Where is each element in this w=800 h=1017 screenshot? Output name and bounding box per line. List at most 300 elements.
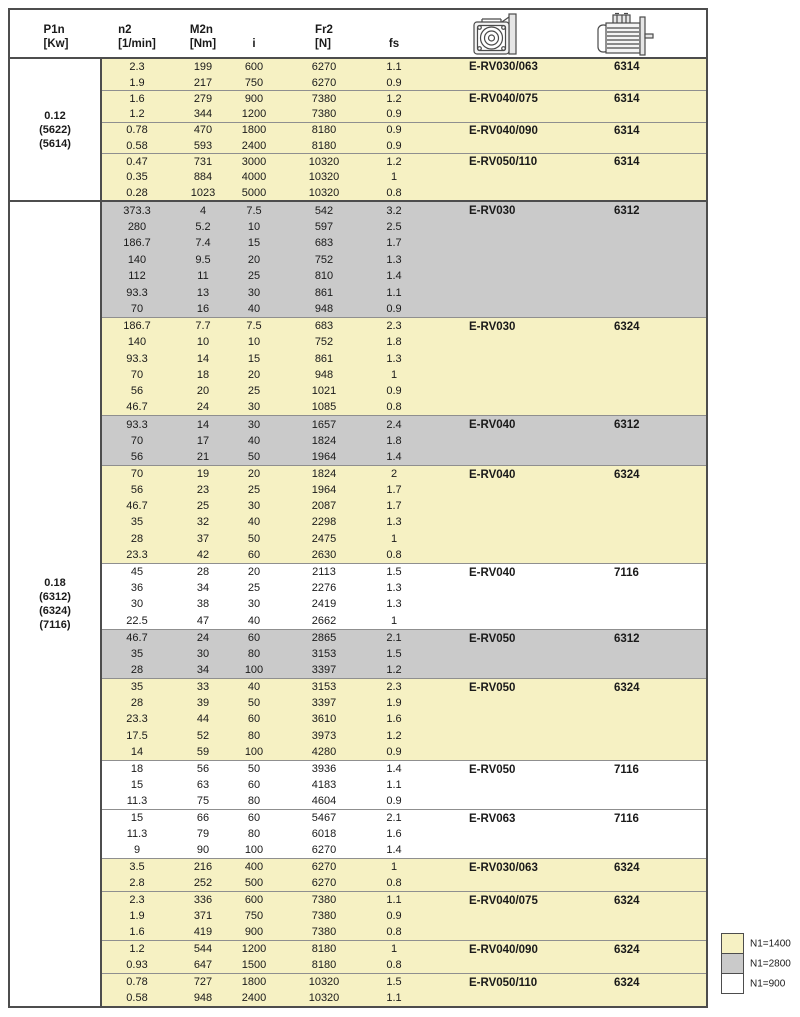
- n2-value: 0.78: [126, 124, 148, 137]
- fr2-value: 752: [314, 336, 334, 349]
- i-ratio-value: 30: [247, 598, 261, 611]
- motor-size: 6314: [614, 156, 640, 169]
- gearbox-model: E-RV050: [469, 632, 516, 645]
- motor-size: 6314: [614, 93, 640, 106]
- n2-value: 23.3: [126, 548, 148, 561]
- fs-value: 0.9: [386, 795, 402, 807]
- fr2-value: 2475: [311, 532, 337, 545]
- fs-value: 1.3: [386, 598, 402, 611]
- m2n-value: 39: [196, 697, 210, 710]
- data-row: [102, 351, 706, 367]
- ratio-block: [102, 858, 706, 891]
- col-header-p1n: [10, 10, 102, 57]
- legend-item-n1-900: [721, 973, 786, 994]
- fr2-value: 10320: [308, 186, 340, 199]
- fs-value: 0.9: [386, 302, 402, 315]
- n2-value: 1.9: [129, 76, 145, 89]
- i-ratio-value: 40: [247, 302, 261, 315]
- fs-value: 0.9: [386, 139, 402, 152]
- legend-swatch-n1-1400: [721, 933, 744, 954]
- n2-value: 45: [130, 566, 144, 579]
- fr2-value: 6018: [311, 828, 337, 841]
- fr2-value: 2276: [311, 582, 337, 595]
- fr2-value: 7380: [311, 894, 337, 907]
- m2n-value: 19: [196, 467, 210, 480]
- fr2-value: 2298: [311, 516, 337, 529]
- i-ratio-value: 50: [247, 762, 261, 775]
- n2-value: 112: [128, 270, 146, 283]
- fr2-value: 8180: [311, 124, 337, 137]
- fr2-value: 3973: [311, 729, 337, 742]
- m2n-value: 52: [196, 729, 210, 742]
- n2-value: 56: [130, 484, 144, 497]
- motor-gearbox-spec-table: [8, 8, 708, 1008]
- n2-value: 0.93: [126, 959, 148, 972]
- m2n-value: 16: [196, 302, 210, 315]
- n2-value: 28: [130, 697, 144, 710]
- fs-value: 0.8: [386, 548, 402, 561]
- m2n-value: 647: [193, 959, 213, 972]
- n2-value: 46.7: [126, 401, 148, 414]
- col-header-m2n: [172, 10, 234, 57]
- n1-speed-legend: [721, 933, 791, 994]
- col-header-n2: [102, 10, 172, 57]
- fr2-value: 3153: [311, 680, 337, 693]
- fs-value: 2.1: [386, 812, 402, 825]
- data-row: [102, 842, 706, 858]
- data-row: [102, 662, 706, 678]
- gearbox-model: E-RV040/090: [469, 944, 538, 957]
- i-ratio-value: 10: [247, 336, 261, 349]
- n2-value: 15: [130, 812, 144, 825]
- i-ratio-value: 7.5: [246, 320, 262, 333]
- col-header-motor: [564, 10, 706, 57]
- ratio-block: [102, 809, 706, 858]
- fr2-value: 4280: [311, 745, 337, 758]
- n2-value: 1.6: [129, 92, 145, 105]
- col-header-i-label: i: [252, 37, 256, 50]
- ratio-block: [102, 891, 706, 940]
- m2n-value: 336: [193, 894, 213, 907]
- data-row: [102, 138, 706, 153]
- i-ratio-value: 80: [247, 795, 261, 807]
- m2n-value: 59: [196, 745, 210, 758]
- motor-size: 6324: [614, 321, 640, 334]
- fr2-value: 597: [314, 220, 334, 233]
- fr2-value: 3397: [311, 663, 337, 676]
- fs-value: 1.1: [386, 991, 402, 1004]
- fs-value: 1.1: [386, 894, 402, 907]
- table-header: [10, 10, 706, 59]
- fs-value: 1.4: [386, 762, 402, 775]
- fr2-value: 7380: [311, 108, 337, 121]
- m2n-value: 470: [193, 124, 213, 137]
- fs-value: 1.4: [386, 450, 402, 463]
- ratio-block: [102, 122, 706, 153]
- n2-value: 140: [127, 336, 147, 349]
- i-ratio-value: 50: [247, 697, 261, 710]
- data-row: [102, 531, 706, 547]
- fs-value: 1: [390, 943, 398, 956]
- p1n-section: [10, 59, 706, 200]
- data-row: [102, 793, 706, 809]
- m2n-value: 252: [193, 877, 213, 890]
- motor-size: 6324: [614, 862, 640, 875]
- fr2-value: 4183: [311, 778, 337, 791]
- i-ratio-value: 15: [247, 237, 261, 250]
- ratio-block: [102, 153, 706, 200]
- m2n-value: 24: [196, 631, 210, 644]
- m2n-value: 56: [196, 762, 210, 775]
- n2-value: 0.28: [126, 186, 148, 199]
- n2-value: 35: [130, 680, 144, 693]
- col-header-p1n-unit: [Kw]: [43, 37, 69, 50]
- n2-value: 2.3: [129, 60, 145, 73]
- fr2-value: 948: [314, 302, 334, 315]
- fs-value: 1.8: [386, 434, 402, 447]
- fs-value: 0.9: [386, 385, 402, 398]
- fs-value: 2: [390, 467, 398, 480]
- gearbox-model: E-RV040/090: [469, 124, 538, 137]
- data-row: [102, 170, 706, 185]
- fr2-value: 542: [314, 204, 334, 217]
- m2n-value: 34: [196, 582, 210, 595]
- data-row: [102, 75, 706, 91]
- fs-value: 2.3: [386, 320, 402, 333]
- p1n-power-cell: [10, 202, 102, 1006]
- n2-value: 373.3: [123, 204, 151, 217]
- n2-value: 2.8: [129, 877, 145, 890]
- legend-label-n1-900: N1=900: [750, 978, 786, 989]
- motor-size: 6324: [614, 977, 640, 989]
- i-ratio-value: 500: [244, 877, 264, 890]
- m2n-value: 216: [193, 861, 213, 874]
- m2n-value: 90: [196, 844, 210, 857]
- p1n-motor-note: (6324): [39, 605, 71, 618]
- n2-value: 93.3: [126, 286, 148, 299]
- p1n-motor-note: (5622): [39, 123, 71, 136]
- m2n-value: 4: [199, 204, 207, 217]
- i-ratio-value: 5000: [241, 186, 267, 199]
- fs-value: 1.1: [386, 60, 402, 73]
- fr2-value: 6270: [311, 60, 337, 73]
- i-ratio-value: 30: [247, 500, 261, 513]
- i-ratio-value: 30: [247, 286, 261, 299]
- data-row: [102, 744, 706, 760]
- n2-value: 70: [130, 434, 144, 447]
- p1n-motor-note: (6312): [39, 591, 71, 604]
- fr2-value: 861: [314, 286, 334, 299]
- m2n-value: 593: [193, 139, 213, 152]
- fr2-value: 7380: [311, 92, 337, 105]
- n2-value: 14: [130, 745, 144, 758]
- n2-value: 70: [130, 302, 144, 315]
- gearbox-model: E-RV050: [469, 763, 516, 776]
- p1n-motor-note: (5614): [39, 137, 71, 150]
- m2n-value: 63: [196, 778, 210, 791]
- fr2-value: 1021: [311, 385, 337, 398]
- m2n-value: 42: [196, 548, 210, 561]
- fs-value: 1.4: [386, 844, 402, 857]
- fr2-value: 8180: [311, 943, 337, 956]
- i-ratio-value: 1200: [241, 943, 267, 956]
- fs-value: 1.7: [386, 237, 402, 250]
- i-ratio-value: 600: [244, 60, 264, 73]
- i-ratio-value: 10: [247, 220, 261, 233]
- legend-item-n1-2800: [721, 953, 791, 974]
- n2-value: 36: [130, 582, 144, 595]
- ratio-block: [102, 202, 706, 317]
- i-ratio-value: 100: [244, 663, 264, 676]
- data-row: [102, 498, 706, 514]
- data-row: [102, 777, 706, 793]
- n2-value: 0.78: [126, 975, 148, 988]
- fr2-value: 2630: [311, 548, 337, 561]
- col-header-m2n-label: M2n: [189, 23, 213, 36]
- data-row: [102, 449, 706, 465]
- n2-value: 140: [127, 253, 147, 266]
- fs-value: 1.3: [386, 582, 402, 595]
- i-ratio-value: 15: [247, 352, 261, 365]
- i-ratio-value: 20: [247, 566, 261, 579]
- col-header-fr2: [274, 10, 374, 57]
- fr2-value: 1824: [311, 467, 337, 480]
- m2n-value: 44: [196, 713, 210, 726]
- m2n-value: 23: [196, 484, 210, 497]
- fr2-value: 2419: [311, 598, 337, 611]
- ratio-block: [102, 629, 706, 678]
- i-ratio-value: 20: [247, 368, 261, 381]
- data-row: [102, 219, 706, 235]
- motor-size: 6314: [614, 124, 640, 137]
- fr2-value: 5467: [311, 812, 337, 825]
- fr2-value: 948: [314, 368, 334, 381]
- col-header-n2-label: n2: [118, 23, 132, 36]
- fs-value: 1.5: [386, 566, 402, 579]
- n2-value: 0.47: [126, 155, 148, 168]
- m2n-value: 32: [196, 516, 210, 529]
- fr2-value: 6270: [311, 76, 337, 89]
- n2-value: 9: [133, 844, 141, 857]
- i-ratio-value: 25: [247, 484, 261, 497]
- fs-value: 1.6: [386, 828, 402, 841]
- fr2-value: 1964: [311, 450, 337, 463]
- fs-value: 2.1: [386, 631, 402, 644]
- data-row: [102, 107, 706, 122]
- data-row: [102, 383, 706, 399]
- m2n-value: 24: [196, 401, 210, 414]
- data-row: [102, 301, 706, 317]
- i-ratio-value: 40: [247, 680, 261, 693]
- fr2-value: 2662: [311, 614, 337, 627]
- m2n-value: 217: [193, 76, 213, 89]
- fr2-value: 4604: [311, 795, 337, 807]
- motor-size: 6324: [614, 895, 640, 908]
- n2-value: 70: [130, 467, 144, 480]
- gearbox-model: E-RV030: [469, 205, 516, 218]
- data-row: [102, 957, 706, 973]
- motor-size: 7116: [614, 567, 639, 580]
- p1n-section: [10, 200, 706, 1006]
- m2n-value: 10: [196, 336, 210, 349]
- col-header-fs-blank: [389, 23, 399, 37]
- i-ratio-value: 50: [247, 532, 261, 545]
- fr2-value: 6270: [311, 844, 337, 857]
- fr2-value: 8180: [311, 959, 337, 972]
- data-row: [102, 596, 706, 612]
- fr2-value: 7380: [311, 910, 337, 923]
- fr2-value: 861: [314, 352, 334, 365]
- data-row: [102, 646, 706, 662]
- fr2-value: 10320: [308, 991, 340, 1004]
- gearbox-model: E-RV040/075: [469, 895, 538, 908]
- n2-value: 22.5: [126, 614, 148, 627]
- m2n-value: 1023: [190, 186, 216, 199]
- col-header-i: [234, 10, 274, 57]
- fr2-value: 8180: [311, 139, 337, 152]
- m2n-value: 18: [196, 368, 210, 381]
- ratio-block: [102, 973, 706, 1006]
- n2-value: 17.5: [126, 729, 148, 742]
- fs-value: 0.9: [386, 108, 402, 121]
- m2n-value: 25: [196, 500, 210, 513]
- motor-size: 6324: [614, 681, 640, 694]
- col-header-p1n-label: P1n: [43, 23, 65, 36]
- data-row: [102, 875, 706, 891]
- i-ratio-value: 900: [244, 92, 264, 105]
- ratio-block: [102, 940, 706, 973]
- fs-value: 0.8: [386, 401, 402, 414]
- i-ratio-value: 40: [247, 516, 261, 529]
- data-row: [102, 399, 706, 415]
- gearbox-model: E-RV050: [469, 681, 516, 694]
- i-ratio-value: 1200: [241, 108, 267, 121]
- i-ratio-value: 40: [247, 614, 261, 627]
- fr2-value: 3936: [311, 762, 337, 775]
- data-row: [102, 711, 706, 727]
- col-header-m2n-unit: [Nm]: [189, 37, 217, 50]
- motor-size: 6324: [614, 944, 640, 957]
- n2-value: 30: [130, 598, 144, 611]
- gearbox-model: E-RV050/110: [469, 977, 538, 989]
- ratio-block: [102, 317, 706, 415]
- fs-value: 1.2: [386, 729, 402, 742]
- legend-item-n1-1400: [721, 933, 791, 954]
- n2-value: 0.35: [126, 171, 148, 184]
- legend-label-n1-2800: N1=2800: [750, 958, 791, 969]
- fr2-value: 683: [314, 237, 334, 250]
- fr2-value: 6270: [311, 861, 337, 874]
- data-row: [102, 284, 706, 300]
- i-ratio-value: 2400: [241, 991, 267, 1004]
- fs-value: 1: [390, 861, 398, 874]
- m2n-value: 37: [196, 532, 210, 545]
- gearbox-model: E-RV040: [469, 419, 516, 432]
- m2n-value: 344: [193, 108, 213, 121]
- fs-value: 0.8: [386, 877, 402, 890]
- i-ratio-value: 1800: [241, 975, 267, 988]
- gearbox-model: E-RV063: [469, 813, 516, 826]
- m2n-value: 371: [193, 910, 213, 923]
- m2n-value: 279: [193, 92, 213, 105]
- n2-value: 0.58: [126, 991, 148, 1004]
- data-row: [102, 367, 706, 383]
- gearbox-model: E-RV030/063: [469, 862, 538, 875]
- m2n-value: 199: [193, 60, 213, 73]
- fr2-value: 2113: [312, 566, 336, 579]
- m2n-value: 33: [196, 680, 210, 693]
- ratio-blocks: [102, 202, 706, 1006]
- ratio-block: [102, 563, 706, 629]
- gearbox-model: E-RV030: [469, 321, 516, 334]
- m2n-value: 47: [196, 614, 210, 627]
- n2-value: 56: [130, 385, 144, 398]
- col-header-n2-unit: [1/min]: [118, 37, 156, 50]
- gearbox-model: E-RV040: [469, 468, 516, 481]
- data-row: [102, 433, 706, 449]
- i-ratio-value: 4000: [241, 171, 267, 184]
- i-ratio-value: 100: [244, 745, 264, 758]
- ratio-blocks: [102, 59, 706, 200]
- fr2-value: 3397: [311, 697, 337, 710]
- fs-value: 1.3: [386, 253, 402, 266]
- fs-value: 1.2: [386, 92, 402, 105]
- col-header-fs-label: fs: [388, 37, 400, 50]
- n2-value: 3.5: [129, 861, 145, 874]
- fs-value: 1.5: [386, 975, 402, 988]
- fs-value: 1.2: [386, 663, 402, 676]
- p1n-power-cell: [10, 59, 102, 200]
- i-ratio-value: 80: [247, 828, 261, 841]
- fs-value: 0.9: [386, 76, 402, 89]
- m2n-value: 13: [196, 286, 210, 299]
- i-ratio-value: 40: [247, 434, 261, 447]
- n2-value: 2.3: [129, 894, 145, 907]
- motor-size: 6312: [614, 419, 640, 432]
- i-ratio-value: 60: [247, 778, 261, 791]
- m2n-value: 7.4: [195, 237, 211, 250]
- ratio-block: [102, 90, 706, 121]
- i-ratio-value: 30: [247, 418, 261, 431]
- col-header-gearbox: [414, 10, 564, 57]
- m2n-value: 11: [197, 270, 209, 283]
- i-ratio-value: 600: [244, 894, 264, 907]
- n2-value: 56: [130, 450, 144, 463]
- n2-value: 46.7: [126, 631, 148, 644]
- n2-value: 28: [130, 532, 144, 545]
- data-row: [102, 695, 706, 711]
- fr2-value: 6270: [311, 877, 337, 890]
- fs-value: 0.8: [386, 959, 402, 972]
- p1n-value: 0.18: [44, 577, 66, 590]
- data-row: [102, 268, 706, 284]
- legend-swatch-n1-900: [721, 973, 744, 994]
- i-ratio-value: 100: [244, 844, 264, 857]
- gearbox-model: E-RV040/075: [469, 93, 538, 106]
- m2n-value: 75: [196, 795, 210, 807]
- fs-value: 2.4: [386, 418, 402, 431]
- fr2-value: 10320: [308, 155, 340, 168]
- fr2-value: 683: [314, 320, 334, 333]
- fr2-value: 810: [314, 270, 334, 283]
- m2n-value: 34: [196, 663, 210, 676]
- fs-value: 1: [390, 532, 398, 545]
- fr2-value: 10320: [308, 975, 340, 988]
- n2-value: 1.2: [129, 108, 145, 121]
- fr2-value: 1085: [311, 401, 337, 414]
- fs-value: 1.5: [386, 647, 402, 660]
- motor-size: 6314: [614, 61, 640, 73]
